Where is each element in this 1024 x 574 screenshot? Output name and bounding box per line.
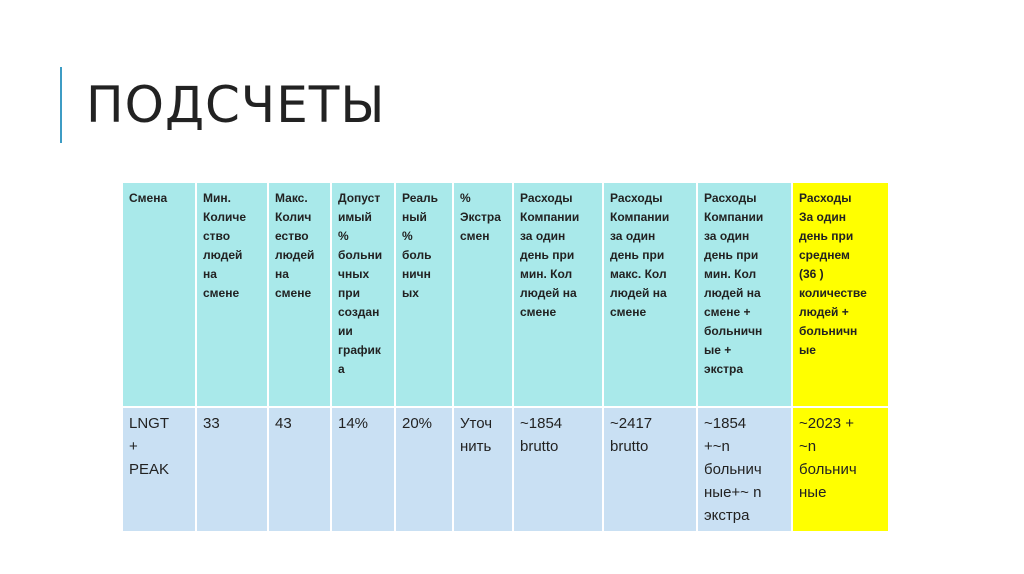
column-header-text: смене + — [704, 305, 751, 319]
table-cell-6 — [453, 407, 513, 532]
column-header-text: Компании — [520, 210, 580, 224]
column-header-text: ство — [203, 229, 231, 243]
table-cell-text: ные+~ n — [704, 484, 762, 501]
column-header-text: ые — [799, 343, 816, 357]
column-header-text: за один — [704, 229, 750, 243]
column-header-text: боль — [402, 248, 432, 262]
table-cell-text: больнич — [799, 461, 857, 478]
table-cell-9 — [697, 407, 792, 532]
column-header-text: график — [338, 343, 381, 357]
column-header-text: Расходы — [520, 191, 573, 205]
column-header-text: ество — [275, 229, 309, 243]
column-header-text: людей + — [799, 305, 849, 319]
table-cell-text: ~n — [799, 438, 817, 455]
column-header-text: людей на — [704, 286, 761, 300]
column-header-text: больничн — [704, 324, 763, 338]
column-header-6 — [453, 182, 513, 407]
calculation-table — [121, 181, 890, 533]
table-cell-text: экстра — [704, 507, 750, 524]
column-header-10 — [792, 182, 889, 407]
table-cell-4 — [331, 407, 395, 532]
column-header-text: день при — [799, 229, 854, 243]
column-header-text: день при — [704, 248, 759, 262]
column-header-text: макс. Кол — [610, 267, 667, 281]
table-cell-text: ~2023 + — [799, 415, 855, 432]
column-header-text: а — [338, 362, 345, 376]
table-cell-text: ные — [799, 484, 827, 501]
table-cell-8 — [603, 407, 697, 532]
column-header-7 — [513, 182, 603, 407]
column-header-text: создан — [338, 305, 380, 319]
column-header-text: Колич — [275, 210, 312, 224]
column-header-3 — [268, 182, 331, 407]
table-cell-text: +~n — [704, 438, 730, 455]
table-cell-text: 33 — [203, 415, 220, 432]
column-header-text: имый — [338, 210, 372, 224]
table-cell-text: ~1854 — [704, 415, 747, 432]
column-header-text: Макс. — [275, 191, 308, 205]
table-cell-text: 20% — [402, 415, 433, 432]
column-header-text: больничн — [799, 324, 858, 338]
column-header-text: чных — [338, 267, 370, 281]
column-header-text: смене — [203, 286, 240, 300]
column-header-text: смене — [610, 305, 647, 319]
title-accent-bar — [60, 67, 62, 143]
column-header-text: Компании — [610, 210, 670, 224]
column-header-text: людей на — [520, 286, 577, 300]
column-header-text: Количе — [203, 210, 246, 224]
column-header-text: смене — [520, 305, 557, 319]
column-header-8 — [603, 182, 697, 407]
table-cell-text: brutto — [610, 438, 649, 455]
column-header-text: на — [275, 267, 289, 281]
column-header-text: Экстра — [460, 210, 501, 224]
column-header-text: среднем — [799, 248, 850, 262]
column-header-text: мин. Кол — [520, 267, 573, 281]
table-cell-5 — [395, 407, 453, 532]
column-header-5 — [395, 182, 453, 407]
column-header-text: за один — [520, 229, 566, 243]
table-cell-text: PEAK — [129, 461, 170, 478]
column-header-text: % — [338, 229, 349, 243]
column-header-text: больни — [338, 248, 383, 262]
column-header-4 — [331, 182, 395, 407]
column-header-text: ный — [402, 210, 427, 224]
table-cell-2 — [196, 407, 268, 532]
table-header-row — [122, 182, 889, 407]
column-header-text: ые + — [704, 343, 732, 357]
column-header-text: Реаль — [402, 191, 439, 205]
column-header-text: количестве — [799, 286, 867, 300]
table-cell-text: Уточ — [460, 415, 493, 432]
column-header-text: (36 ) — [799, 267, 824, 281]
column-header-2 — [196, 182, 268, 407]
column-header-9 — [697, 182, 792, 407]
column-header-text: Допуст — [338, 191, 381, 205]
column-header-text: Расходы — [610, 191, 663, 205]
slide-title: ПОДСЧЕТЫ — [86, 76, 386, 134]
table-cell-text: + — [129, 438, 138, 455]
column-header-text: мин. Кол — [704, 267, 757, 281]
column-header-text: день при — [520, 248, 575, 262]
table-cell-text: ~1854 — [520, 415, 563, 432]
table-cell-3 — [268, 407, 331, 532]
column-header-text: Расходы — [799, 191, 852, 205]
table-cell-10 — [792, 407, 889, 532]
column-header-text: людей на — [610, 286, 667, 300]
table-cell-text: 14% — [338, 415, 369, 432]
table-cell-text: 43 — [275, 415, 292, 432]
column-header-text: смене — [275, 286, 312, 300]
table-cell-text: LNGT — [129, 415, 170, 432]
column-header-text: день при — [610, 248, 665, 262]
table-cell-text: brutto — [520, 438, 559, 455]
column-header-text: смен — [460, 229, 490, 243]
column-header-text: % — [460, 191, 471, 205]
column-header-text: ии — [338, 324, 353, 338]
column-header-text: Компании — [704, 210, 764, 224]
column-header-text: при — [338, 286, 360, 300]
table-row — [122, 407, 889, 532]
column-header-text: Мин. — [203, 191, 231, 205]
column-header-1 — [122, 182, 196, 407]
table-cell-1 — [122, 407, 196, 532]
column-header-text: ничн — [402, 267, 431, 281]
table-cell-7 — [513, 407, 603, 532]
table-cell-text: больнич — [704, 461, 762, 478]
table-cell-text: нить — [460, 438, 492, 455]
column-header-text: людей — [275, 248, 315, 262]
column-header-text: Смена — [129, 191, 168, 205]
column-header-text: людей — [203, 248, 243, 262]
column-header-text: ых — [402, 286, 419, 300]
column-header-text: на — [203, 267, 217, 281]
column-header-text: Расходы — [704, 191, 757, 205]
column-header-text: % — [402, 229, 413, 243]
column-header-text: За один — [799, 210, 846, 224]
table-cell-text: ~2417 — [610, 415, 653, 432]
column-header-text: за один — [610, 229, 656, 243]
column-header-text: экстра — [704, 362, 744, 376]
